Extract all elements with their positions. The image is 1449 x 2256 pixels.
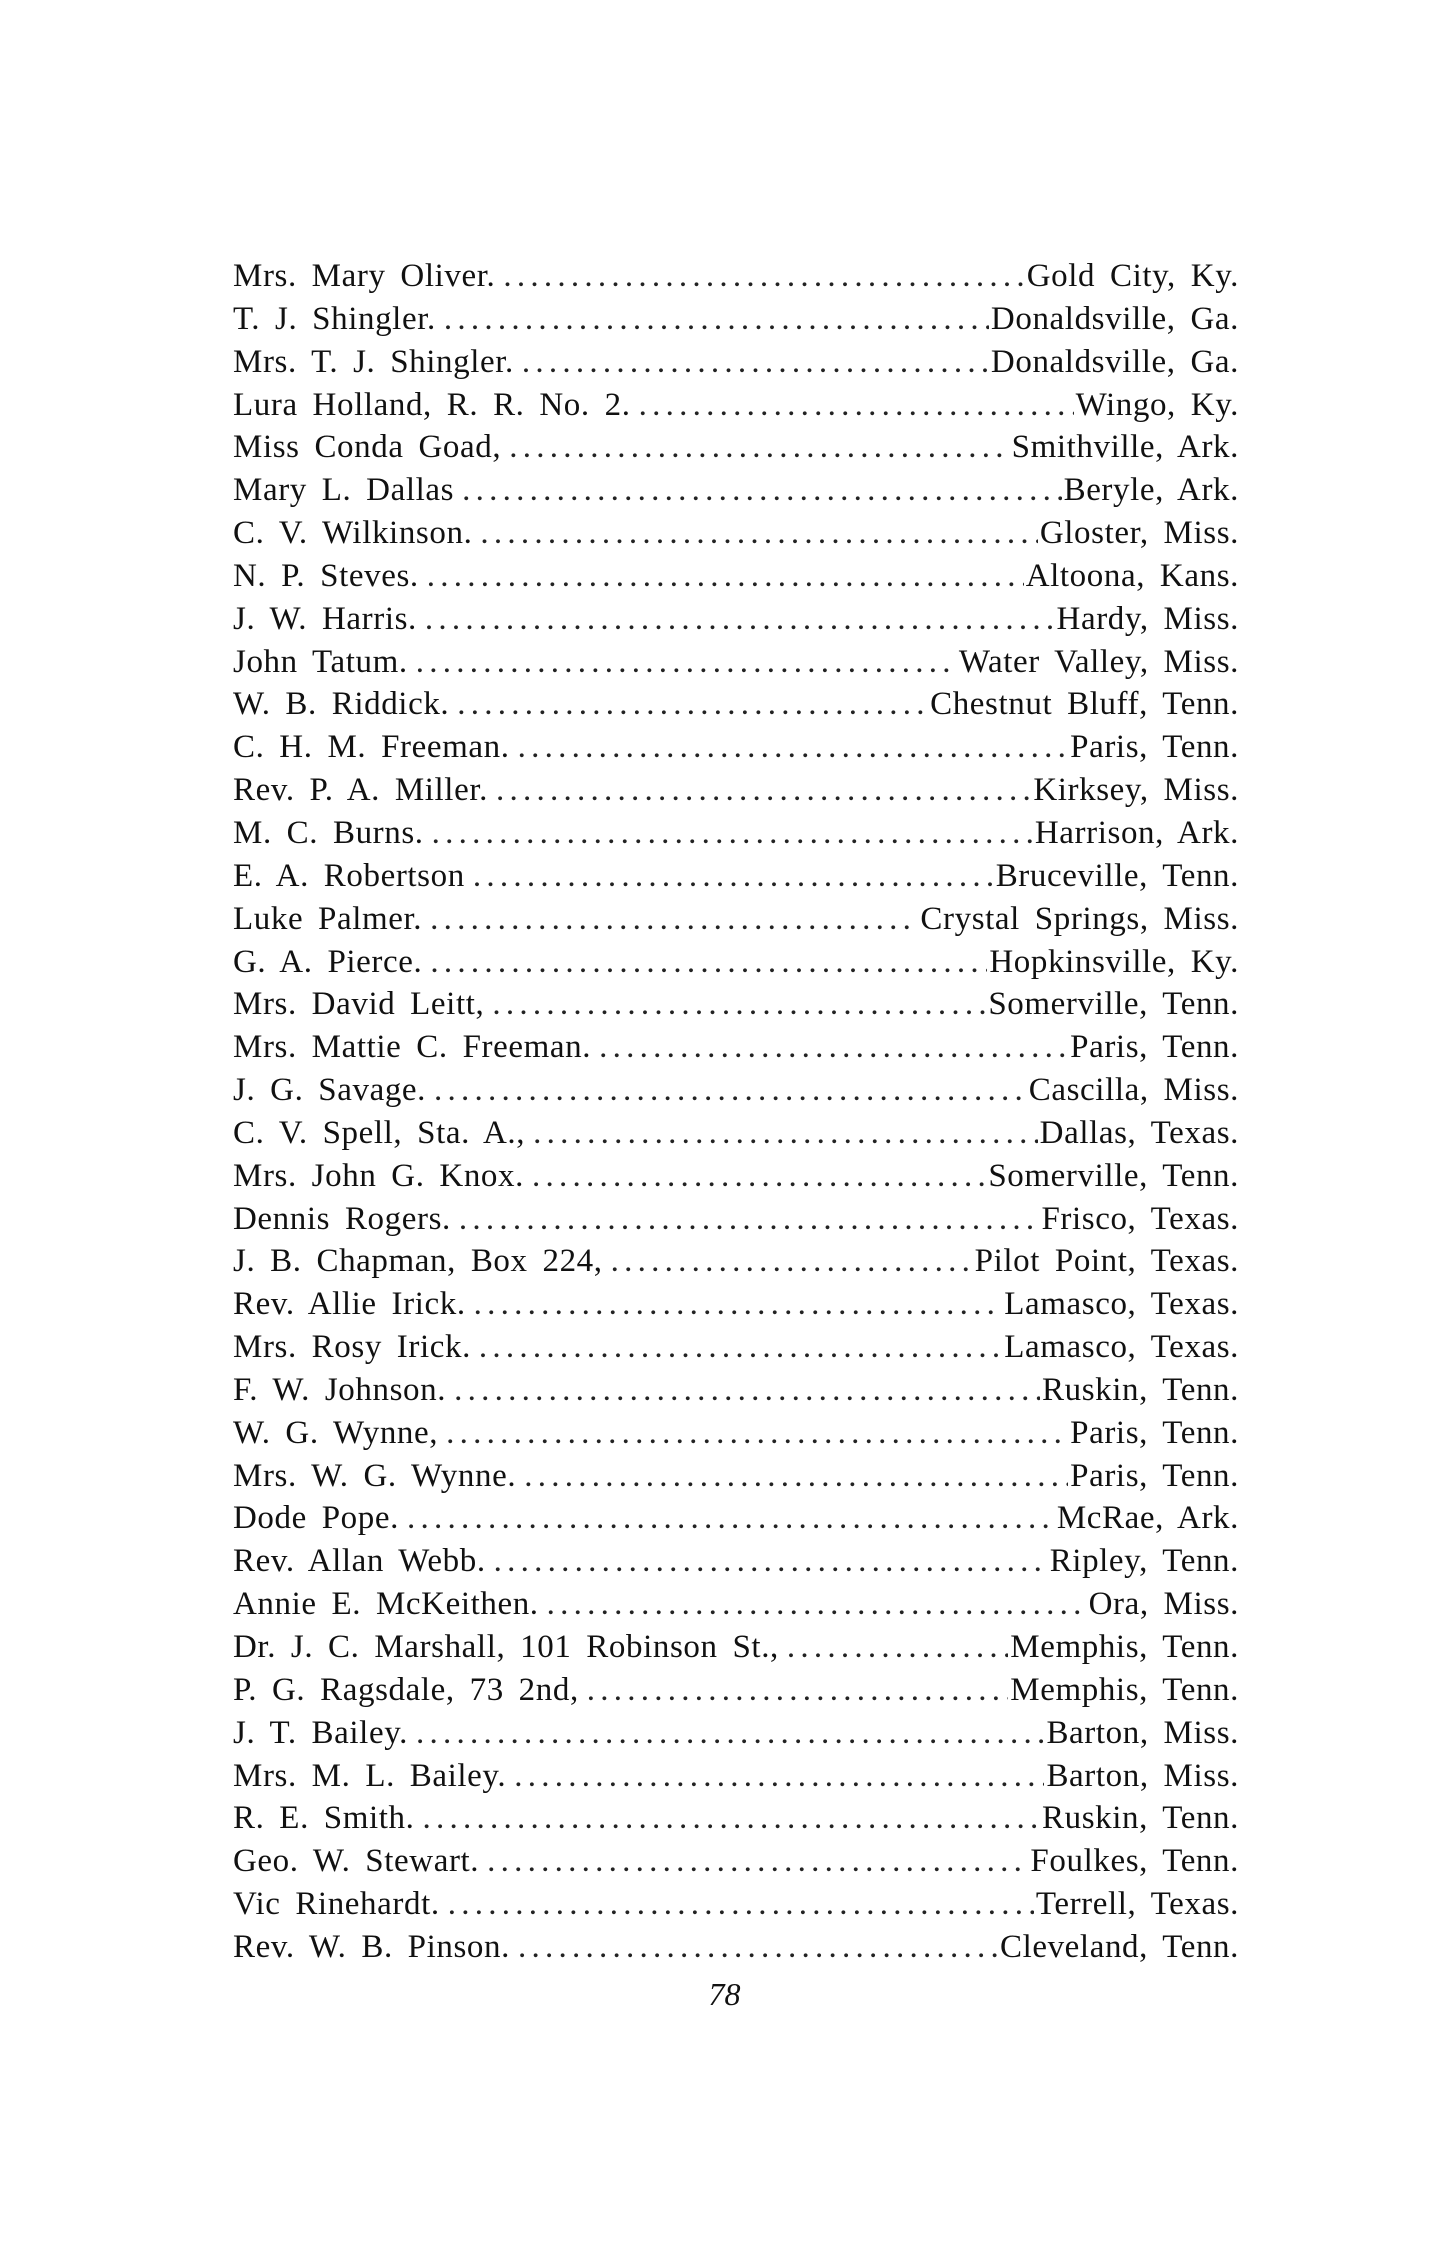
entry-name: E. A. Robertson — [233, 857, 465, 894]
list-item — [233, 1240, 1239, 1283]
list-item — [233, 512, 1239, 555]
entry-name: J. B. Chapman, Box 224, — [233, 1243, 603, 1280]
entry-place: Barton, Miss. — [1046, 1757, 1239, 1794]
list-item — [233, 1755, 1239, 1798]
list-item — [233, 1412, 1239, 1455]
entry-place: Cleveland, Tenn. — [999, 1928, 1239, 1965]
entry-name: J. T. Bailey. — [233, 1714, 409, 1751]
list-item — [233, 1198, 1239, 1241]
list-item — [233, 384, 1239, 427]
entry-place: McRae, Ark. — [1056, 1500, 1239, 1537]
entry-name: Mrs. Mattie C. Freeman. — [233, 1029, 592, 1066]
entry-place: Wingo, Ky. — [1075, 386, 1239, 423]
entry-name: Mrs. David Leitt, — [233, 986, 485, 1023]
dot-leader — [524, 1455, 1068, 1498]
dot-leader — [639, 384, 1074, 427]
entry-name: Rev. Allan Webb. — [233, 1543, 486, 1580]
list-item — [233, 1583, 1239, 1626]
entry-name: C. V. Wilkinson. — [233, 515, 473, 552]
entry-name: N. P. Steves. — [233, 557, 419, 594]
list-item — [233, 1926, 1239, 1969]
entry-name: C. V. Spell, Sta. A., — [233, 1114, 526, 1151]
entry-place: Ruskin, Tenn. — [1042, 1371, 1239, 1408]
list-item — [233, 341, 1239, 384]
list-item — [233, 683, 1239, 726]
list-item — [233, 555, 1239, 598]
dot-leader — [494, 1540, 1048, 1583]
list-item — [233, 255, 1239, 298]
list-item — [233, 1797, 1239, 1840]
entry-name: Rev. W. B. Pinson. — [233, 1928, 510, 1965]
entry-name: G. A. Pierce. — [233, 943, 423, 980]
entry-place: Bruceville, Tenn. — [995, 857, 1239, 894]
dot-leader — [533, 1112, 1038, 1155]
dot-leader — [503, 255, 1024, 298]
entry-place: Ora, Miss. — [1088, 1586, 1239, 1623]
list-item — [233, 1283, 1239, 1326]
entry-name: C. H. M. Freeman. — [233, 729, 510, 766]
dot-leader — [492, 983, 986, 1026]
entry-place: Paris, Tenn. — [1070, 729, 1239, 766]
list-item — [233, 898, 1239, 941]
list-item — [233, 726, 1239, 769]
list-item — [233, 769, 1239, 812]
entry-place: Crystal Springs, Miss. — [920, 900, 1239, 937]
entry-place: Gold City, Ky. — [1026, 258, 1239, 294]
dot-leader — [432, 812, 1033, 855]
list-item — [233, 983, 1239, 1026]
list-item — [233, 1626, 1239, 1669]
entry-name: Dode Pope. — [233, 1500, 399, 1537]
list-item — [233, 469, 1239, 512]
entry-place: Kirksey, Miss. — [1033, 772, 1239, 809]
dot-leader — [416, 641, 957, 684]
entry-name: Miss Conda Goad, — [233, 429, 502, 466]
entry-place: Frisco, Texas. — [1041, 1200, 1239, 1237]
list-item — [233, 1540, 1239, 1583]
dot-leader — [434, 1069, 1027, 1112]
list-item — [233, 1112, 1239, 1155]
dot-leader — [480, 512, 1037, 555]
dot-leader — [496, 769, 1031, 812]
entry-name: Mrs. Rosy Irick. — [233, 1329, 471, 1366]
entry-name: Mrs. M. L. Bailey. — [233, 1757, 507, 1794]
dot-leader — [448, 1883, 1034, 1926]
list-item — [233, 598, 1239, 641]
dot-leader — [532, 1155, 986, 1198]
dot-leader — [407, 1497, 1055, 1540]
entry-name: T. J. Shingler. — [233, 300, 436, 337]
entry-name: R. E. Smith. — [233, 1800, 415, 1837]
entry-place: Memphis, Tenn. — [1010, 1671, 1239, 1708]
entry-place: Hardy, Miss. — [1056, 600, 1239, 637]
dot-leader — [454, 1369, 1040, 1412]
entry-name: Lura Holland, R. R. No. 2. — [233, 386, 631, 423]
list-item — [233, 855, 1239, 898]
dot-leader — [422, 1797, 1040, 1840]
list-item — [233, 1026, 1239, 1069]
entry-place: Terrell, Texas. — [1035, 1886, 1239, 1923]
entry-name: Mrs. Mary Oliver. — [233, 258, 496, 294]
entry-place: Barton, Miss. — [1046, 1714, 1239, 1751]
entry-place: Somerville, Tenn. — [988, 986, 1239, 1023]
entry-place: Paris, Tenn. — [1070, 1414, 1239, 1451]
dot-leader — [425, 598, 1055, 641]
entry-name: J. G. Savage. — [233, 1072, 427, 1109]
entry-name: Rev. P. A. Miller. — [233, 772, 488, 809]
dot-leader — [587, 1669, 1008, 1712]
entry-name: P. G. Ragsdale, 73 2nd, — [233, 1671, 579, 1708]
dot-leader — [462, 469, 1061, 512]
list-item — [233, 1883, 1239, 1926]
dot-leader — [473, 855, 994, 898]
dot-leader — [611, 1240, 973, 1283]
entry-name: Geo. W. Stewart. — [233, 1843, 480, 1880]
dot-leader — [547, 1583, 1087, 1626]
entry-place: Foulkes, Tenn. — [1030, 1843, 1239, 1880]
list-item — [233, 1840, 1239, 1883]
dot-leader — [518, 1926, 998, 1969]
entry-name: Vic Rinehardt. — [233, 1886, 440, 1923]
dot-leader — [509, 426, 1009, 469]
dot-leader — [444, 298, 989, 341]
entry-name: Dennis Rogers. — [233, 1200, 451, 1237]
dot-leader — [514, 1755, 1044, 1798]
entry-place: Paris, Tenn. — [1070, 1457, 1239, 1494]
list-item — [233, 1369, 1239, 1412]
dot-leader — [518, 726, 1069, 769]
dot-leader — [416, 1712, 1044, 1755]
entry-place: Donaldsville, Ga. — [990, 300, 1239, 337]
list-item — [233, 1069, 1239, 1112]
entry-place: Memphis, Tenn. — [1010, 1629, 1239, 1665]
entry-name: W. B. Riddick. — [233, 686, 450, 723]
entry-name: Mrs. T. J. Shingler. — [233, 343, 514, 380]
page-number: 78 — [708, 1976, 741, 2012]
list-item — [233, 298, 1239, 341]
dot-leader — [479, 1326, 1002, 1369]
entry-place: Donaldsville, Ga. — [990, 343, 1239, 380]
name-address-list — [233, 255, 1239, 1969]
entry-name: Annie E. McKeithen. — [233, 1586, 539, 1623]
entry-place: Harrison, Ark. — [1034, 814, 1239, 851]
entry-place: Dallas, Texas. — [1039, 1114, 1239, 1151]
dot-leader — [430, 898, 918, 941]
entry-name: F. W. Johnson. — [233, 1371, 447, 1408]
entry-name: Dr. J. C. Marshall, 101 Robinson St., — [233, 1629, 779, 1665]
entry-place: Somerville, Tenn. — [988, 1157, 1239, 1194]
dot-leader — [446, 1412, 1068, 1455]
entry-place: Ripley, Tenn. — [1049, 1543, 1239, 1580]
entry-place: Lamasco, Texas. — [1004, 1329, 1239, 1366]
entry-place: Cascilla, Miss. — [1028, 1072, 1239, 1109]
list-item — [233, 641, 1239, 684]
list-item — [233, 941, 1239, 984]
list-item — [233, 426, 1239, 469]
list-item — [233, 1326, 1239, 1369]
dot-leader — [474, 1283, 1003, 1326]
entry-name: W. G. Wynne, — [233, 1414, 439, 1451]
entry-name: Mary L. Dallas — [233, 472, 455, 509]
dot-leader — [787, 1626, 1008, 1669]
entry-place: Lamasco, Texas. — [1004, 1286, 1239, 1323]
entry-name: Rev. Allie Irick. — [233, 1286, 466, 1323]
entry-place: Ruskin, Tenn. — [1042, 1800, 1239, 1837]
entry-place: Hopkinsville, Ky. — [989, 943, 1239, 980]
entry-place: Beryle, Ark. — [1063, 472, 1239, 509]
entry-name: Luke Palmer. — [233, 900, 423, 937]
dot-leader — [430, 941, 987, 984]
dot-leader — [522, 341, 989, 384]
entry-place: Pilot Point, Texas. — [974, 1243, 1239, 1280]
dot-leader — [599, 1026, 1068, 1069]
dot-leader — [487, 1840, 1028, 1883]
list-item — [233, 1669, 1239, 1712]
dot-leader — [427, 555, 1024, 598]
entry-place: Gloster, Miss. — [1039, 515, 1239, 552]
list-item — [233, 812, 1239, 855]
entry-place: Smithville, Ark. — [1011, 429, 1239, 466]
dot-leader — [459, 1198, 1040, 1241]
dot-leader — [457, 683, 928, 726]
entry-place: Altoona, Kans. — [1025, 557, 1239, 594]
list-item — [233, 1155, 1239, 1198]
list-item — [233, 1455, 1239, 1498]
entry-place: Chestnut Bluff, Tenn. — [930, 686, 1239, 723]
entry-name: J. W. Harris. — [233, 600, 417, 637]
entry-name: M. C. Burns. — [233, 814, 424, 851]
entry-name: Mrs. W. G. Wynne. — [233, 1457, 517, 1494]
entry-place: Paris, Tenn. — [1070, 1029, 1239, 1066]
entry-place: Water Valley, Miss. — [958, 643, 1239, 680]
entry-name: John Tatum. — [233, 643, 408, 680]
entry-name: Mrs. John G. Knox. — [233, 1157, 524, 1194]
list-item — [233, 1712, 1239, 1755]
list-item — [233, 1497, 1239, 1540]
